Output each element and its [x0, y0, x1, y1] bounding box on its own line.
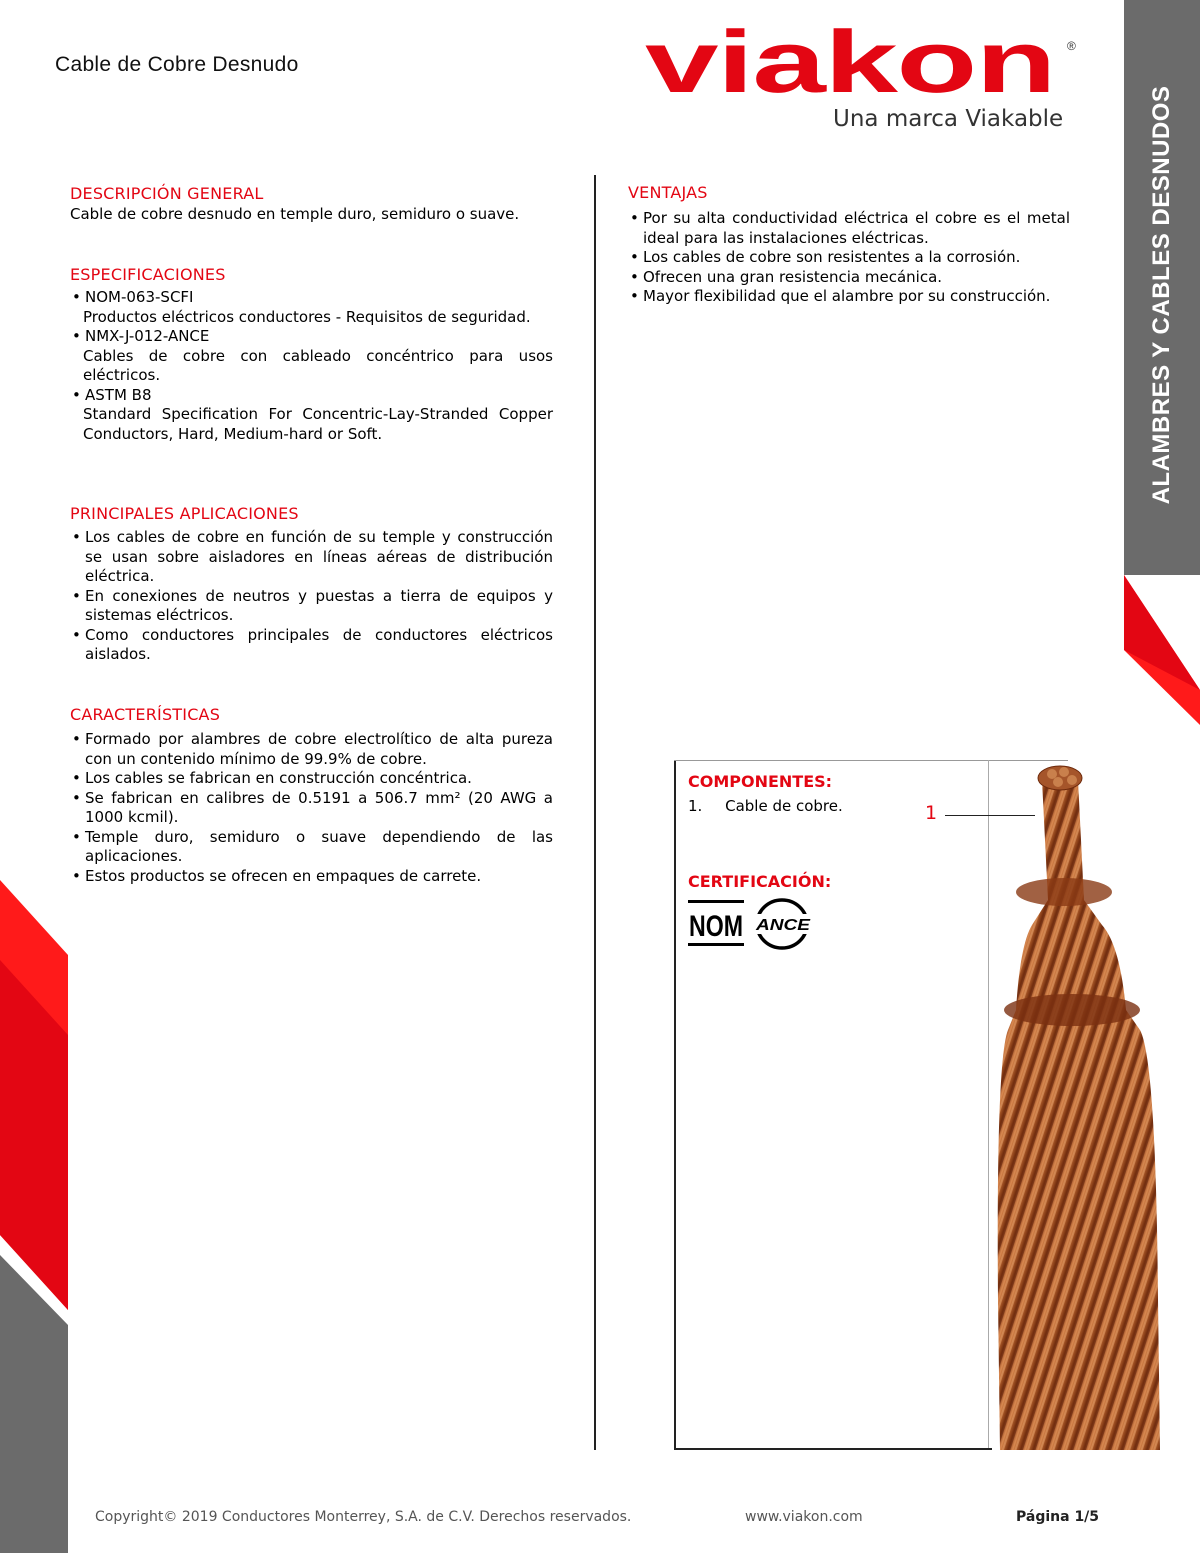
- component-number: 1.: [688, 797, 703, 815]
- spec-desc: Productos eléctricos conductores - Requisitos de seguridad.: [83, 307, 531, 326]
- ance-logo: [752, 895, 814, 953]
- left-decor-shapes: [0, 870, 70, 1553]
- components-box: [674, 760, 992, 1450]
- nom-logo: [686, 898, 746, 948]
- especificaciones-title: ESPECIFICACIONES: [70, 265, 226, 284]
- spec-desc: Cables de cobre con cableado concéntrico para usos eléctricos.: [83, 346, 553, 384]
- spec-item: [70, 386, 553, 406]
- descripcion-text: Cable de cobre desnudo en temple duro, semiduro o suave.: [70, 205, 520, 223]
- especificaciones-list: [70, 288, 553, 444]
- logo-tagline: Una marca Viakable: [833, 106, 1064, 132]
- list-item: • Temple duro, semiduro o suave dependiendo de las aplicaciones.: [70, 828, 553, 867]
- list-item: • Se fabrican en calibres de 0.5191 a 506.7 mm² (20 AWG a 1000 kcmil).: [70, 789, 553, 828]
- caracteristicas-title: CARACTERÍSTICAS: [70, 705, 221, 724]
- component-label: Cable de cobre.: [725, 797, 843, 815]
- list-item: • Los cables se fabrican en construcción concéntrica.: [70, 769, 553, 789]
- descripcion-title: DESCRIPCIÓN GENERAL: [70, 184, 264, 203]
- list-item: • Formado por alambres de cobre electrolítico de alta pureza con un contenido mínimo de 99.9% de cobre.: [70, 730, 553, 769]
- list-item: • Como conductores principales de conductores eléctricos aislados.: [70, 626, 553, 665]
- aplicaciones-list: [70, 528, 553, 665]
- list-item: • Estos productos se ofrecen en empaques de carrete.: [70, 867, 553, 887]
- aplicaciones-title: PRINCIPALES APLICACIONES: [70, 504, 299, 523]
- spec-code: • NOM-063-SCFI: [85, 288, 194, 306]
- component-callout-line: [945, 815, 1035, 816]
- ventajas-title: VENTAJAS: [628, 183, 708, 202]
- caracteristicas-list: [70, 730, 553, 886]
- logo-registered-mark: ®: [1067, 39, 1076, 53]
- page-title: Cable de Cobre Desnudo: [55, 53, 299, 76]
- spec-desc: Standard Specification For Concentric-Lay-Stranded Copper Conductors, Hard, Medium-hard or Soft.: [83, 405, 553, 443]
- spec-code: • ASTM B8: [85, 385, 152, 404]
- footer-page-number: Página 1/5: [1016, 1509, 1100, 1525]
- nom-logo-text: NOM: [689, 910, 743, 943]
- logo-wordmark: viakon: [645, 12, 1055, 111]
- component-item: [688, 797, 843, 817]
- sidebar-label-text: ALAMBRES Y CABLES DESNUDOS: [1148, 85, 1175, 505]
- certificacion-title: CERTIFICACIÓN:: [688, 872, 832, 891]
- list-item: • Ofrecen una gran resistencia mecánica.: [628, 268, 1070, 288]
- list-item: • En conexiones de neutros y puestas a tierra de equipos y sistemas eléctricos.: [70, 587, 553, 626]
- spec-item: [70, 288, 553, 308]
- copper-cable-image: [980, 760, 1160, 1450]
- component-callout-number: 1: [925, 802, 938, 824]
- list-item: • Mayor flexibilidad que el alambre por su construcción.: [628, 287, 1070, 307]
- column-divider: [594, 175, 596, 1450]
- componentes-title: COMPONENTES:: [688, 772, 833, 791]
- ventajas-list: [628, 209, 1070, 307]
- spec-code: • NMX-J-012-ANCE: [85, 327, 210, 345]
- footer-copyright: Copyright© 2019 Conductores Monterrey, S.A. de C.V. Derechos reservados.: [95, 1509, 632, 1525]
- sidebar-vertical-label: [1124, 0, 1200, 600]
- list-item: • Los cables de cobre en función de su temple y construcción se usan sobre aisladores en líneas aéreas de distribución eléctrica.: [70, 528, 553, 587]
- footer-website-link[interactable]: www.viakon.com: [745, 1509, 863, 1525]
- list-item: • Los cables de cobre son resistentes a la corrosión.: [628, 248, 1070, 268]
- spec-item: [70, 327, 553, 347]
- list-item: • Por su alta conductividad eléctrica el cobre es el metal ideal para las instalaciones eléctricas.: [628, 209, 1070, 248]
- viakon-logo: [645, 12, 1085, 134]
- ance-logo-text: ANCE: [754, 917, 812, 934]
